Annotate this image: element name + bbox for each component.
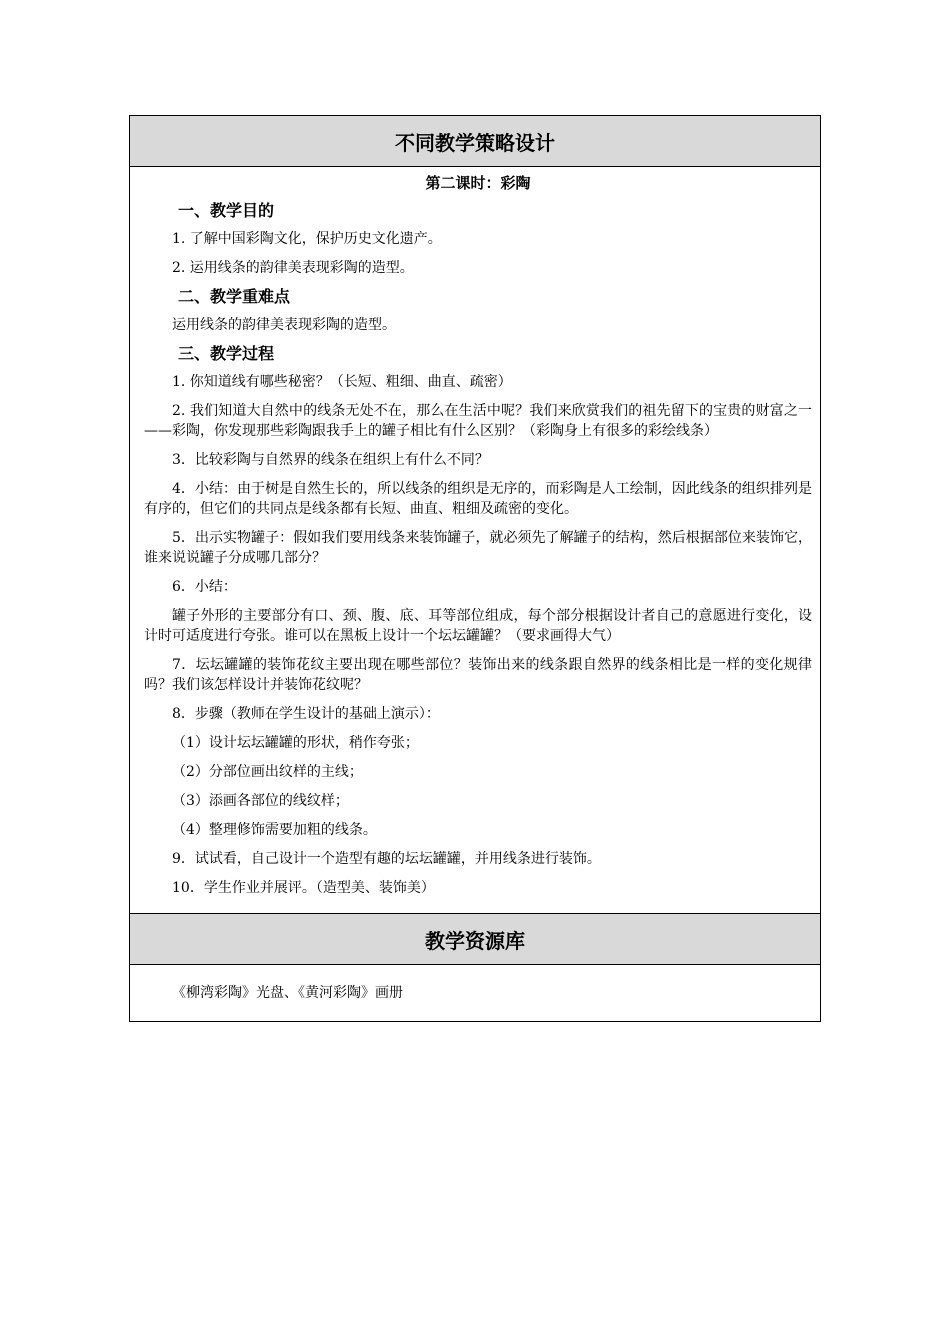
paragraph: 10．学生作业并展评。（造型美、装饰美） xyxy=(172,880,435,896)
paragraph: 5．出示实物罐子：假如我们要用线条来装饰罐子，就必须先了解罐子的结构，然后根据部位来装饰它，谁来说说罐子分成哪几部分？ xyxy=(144,530,812,566)
paragraph: 2. 运用线条的韵律美表现彩陶的造型。 xyxy=(172,260,414,276)
paragraph: 1. 你知道线有哪些秘密？（长短、粗细、曲直、疏密） xyxy=(172,374,512,390)
paragraph: 运用线条的韵律美表现彩陶的造型。 xyxy=(172,317,396,333)
paragraph: 4．小结：由于树是自然生长的，所以线条的组织是无序的，而彩陶是人工绘制，因此线条的组织排列是有序的，但它们的共同点是线条都有长短、曲直、粗细及疏密的变化。 xyxy=(144,481,812,517)
page-title: 不同教学策略设计 xyxy=(130,116,820,167)
lesson-plan-table xyxy=(129,115,821,1022)
lesson-subtitle: 第二课时：彩陶 xyxy=(425,174,531,192)
step-item: （2）分部位画出纹样的主线； xyxy=(172,764,363,780)
resources-heading: 教学资源库 xyxy=(130,913,820,965)
paragraph: 8．步骤（教师在学生设计的基础上演示）： xyxy=(172,706,440,722)
section-heading-process: 三、教学过程 xyxy=(178,344,275,363)
resources-text: 《柳湾彩陶》光盘、《黄河彩陶》画册 xyxy=(172,985,403,1001)
section-heading-key-points: 二、教学重难点 xyxy=(178,287,291,306)
step-item: （4）整理修饰需要加粗的线条。 xyxy=(172,822,377,838)
paragraph: 7．坛坛罐罐的装饰花纹主要出现在哪些部位？装饰出来的线条跟自然界的线条相比是一样的变化规律吗？我们该怎样设计并装饰花纹呢？ xyxy=(144,657,812,693)
paragraph: 3．比较彩陶与自然界的线条在组织上有什么不同？ xyxy=(172,452,489,468)
step-item: （1）设计坛坛罐罐的形状，稍作夸张； xyxy=(172,735,419,751)
paragraph: 1. 了解中国彩陶文化，保护历史文化遗产。 xyxy=(172,231,442,247)
step-item: （3）添画各部位的线纹样； xyxy=(172,793,349,809)
section-heading-objectives: 一、教学目的 xyxy=(178,201,275,220)
paragraph: 6．小结： xyxy=(172,579,237,595)
paragraph: 罐子外形的主要部分有口、颈、腹、底、耳等部位组成，每个部分根据设计者自己的意愿进行变化，设计时可适度进行夸张。谁可以在黑板上设计一个坛坛罐罐？（要求画得大气） xyxy=(144,608,812,644)
lesson-content xyxy=(130,167,820,913)
paragraph: 9．试试看，自己设计一个造型有趣的坛坛罐罐，并用线条进行装饰。 xyxy=(172,851,601,867)
paragraph: 2. 我们知道大自然中的线条无处不在，那么在生活中呢？我们来欣赏我们的祖先留下的宝贵的财富之一——彩陶，你发现那些彩陶跟我手上的罐子相比有什么区别？（彩陶身上有很多的彩绘线条） xyxy=(144,403,812,439)
